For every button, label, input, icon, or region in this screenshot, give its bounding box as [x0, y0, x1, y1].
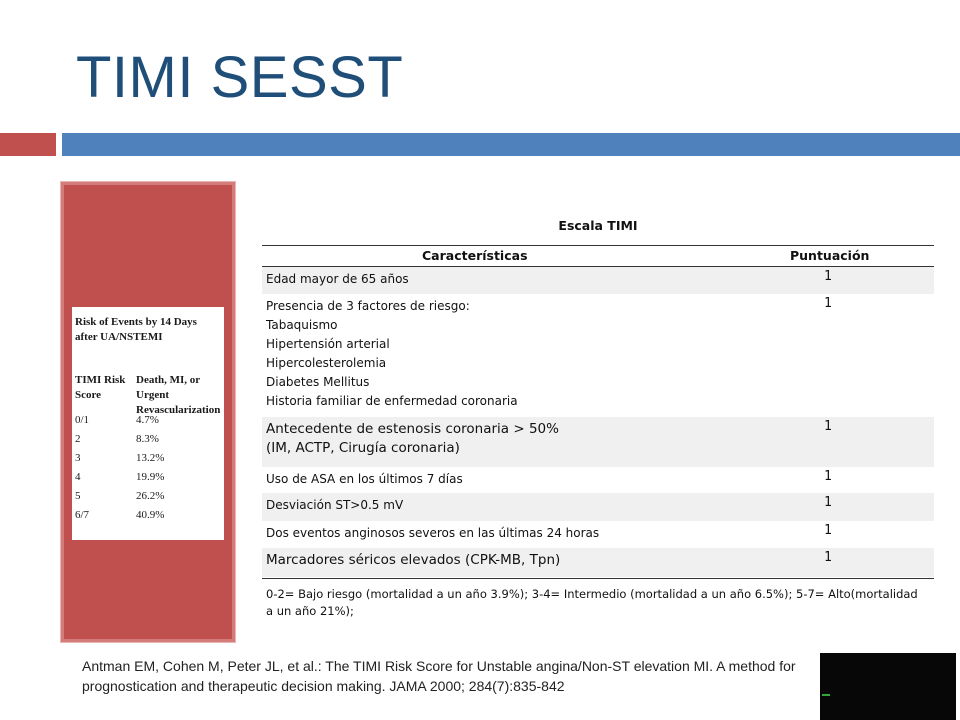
slide-title: TIMI SESST — [76, 45, 404, 110]
points: 1 — [824, 296, 832, 311]
risk-score: 3 — [75, 452, 81, 464]
risk-col-score-header: TIMI Risk Score — [75, 374, 126, 401]
table-row — [262, 548, 934, 577]
characteristic-group — [266, 297, 518, 411]
risk-value: 19.9% — [136, 471, 165, 483]
characteristic-group — [266, 420, 559, 458]
characteristic: Edad mayor de 65 años — [266, 272, 409, 286]
risk-factor-item: Hipercolesterolemia — [266, 356, 387, 370]
risk-row — [75, 452, 221, 469]
points: 1 — [824, 469, 832, 484]
risk-score: 2 — [75, 433, 81, 445]
table-row — [262, 267, 934, 294]
characteristic: Marcadores séricos elevados (CPK-MB, Tpn) — [266, 552, 561, 568]
points: 1 — [824, 269, 832, 284]
characteristic: Presencia de 3 factores de riesgo: — [266, 299, 470, 313]
points: 1 — [824, 523, 832, 538]
risk-factor-item: Diabetes Mellitus — [266, 375, 370, 389]
table-row — [262, 294, 934, 417]
col-points-header: Puntuación — [790, 248, 870, 263]
risk-value: 13.2% — [136, 452, 165, 464]
points: 1 — [824, 550, 832, 565]
table-row — [262, 521, 934, 548]
risk-table-title: Risk of Events by 14 Days after UA/NSTEMI — [75, 316, 197, 343]
risk-score: 4 — [75, 471, 81, 483]
risk-score: 0/1 — [75, 414, 90, 426]
table-rule — [262, 578, 934, 579]
risk-events-table — [72, 307, 224, 540]
points: 1 — [824, 419, 832, 434]
table-row — [262, 493, 934, 521]
table-rule — [262, 245, 934, 246]
points: 1 — [824, 495, 832, 510]
reference-citation: Antman EM, Cohen M, Peter JL, et al.: The TIMI Risk Score for Unstable angina/Non-ST elevation MI. A method for prognostication and therapeutic decision making. JAMA 2000; 284(7):835-842 — [82, 658, 796, 694]
timi-scale-table — [262, 212, 934, 622]
risk-col-outcome-header: Death, MI, or Urgent Revascularization — [136, 374, 221, 416]
risk-row — [75, 509, 221, 526]
col-characteristics-header: Características — [422, 248, 528, 263]
risk-value: 26.2% — [136, 490, 165, 502]
progress-mark — [822, 694, 830, 696]
risk-factor-item: Hipertensión arterial — [266, 337, 390, 351]
risk-score: 5 — [75, 490, 81, 502]
risk-value: 40.9% — [136, 509, 165, 521]
risk-value: 4.7% — [136, 414, 159, 426]
timi-scale-title: Escala TIMI — [558, 218, 638, 233]
characteristic-detail: (IM, ACTP, Cirugía coronaria) — [266, 440, 460, 456]
characteristic: Uso de ASA en los últimos 7 días — [266, 472, 463, 486]
risk-row — [75, 414, 221, 431]
risk-row — [75, 490, 221, 507]
accent-bar-blue — [62, 133, 960, 156]
accent-bar-red — [0, 133, 56, 156]
video-thumbnail — [820, 653, 956, 720]
risk-row — [75, 471, 221, 488]
risk-classification-note: 0-2= Bajo riesgo (mortalidad a un año 3.9%); 3-4= Intermedio (mortalidad a un año 6.5%); 5-7= Alto(mortalidad a un año 21%); — [266, 587, 918, 618]
characteristic: Dos eventos anginosos severos en las últimas 24 horas — [266, 526, 600, 540]
risk-factor-item: Tabaquismo — [266, 318, 338, 332]
risk-factor-item: Historia familiar de enfermedad coronaria — [266, 394, 518, 408]
risk-value: 8.3% — [136, 433, 159, 445]
characteristic: Antecedente de estenosis coronaria > 50% — [266, 421, 559, 437]
risk-score: 6/7 — [75, 509, 90, 521]
characteristic: Desviación ST>0.5 mV — [266, 498, 404, 512]
table-row — [262, 417, 934, 467]
table-row — [262, 467, 934, 493]
risk-row — [75, 433, 221, 450]
